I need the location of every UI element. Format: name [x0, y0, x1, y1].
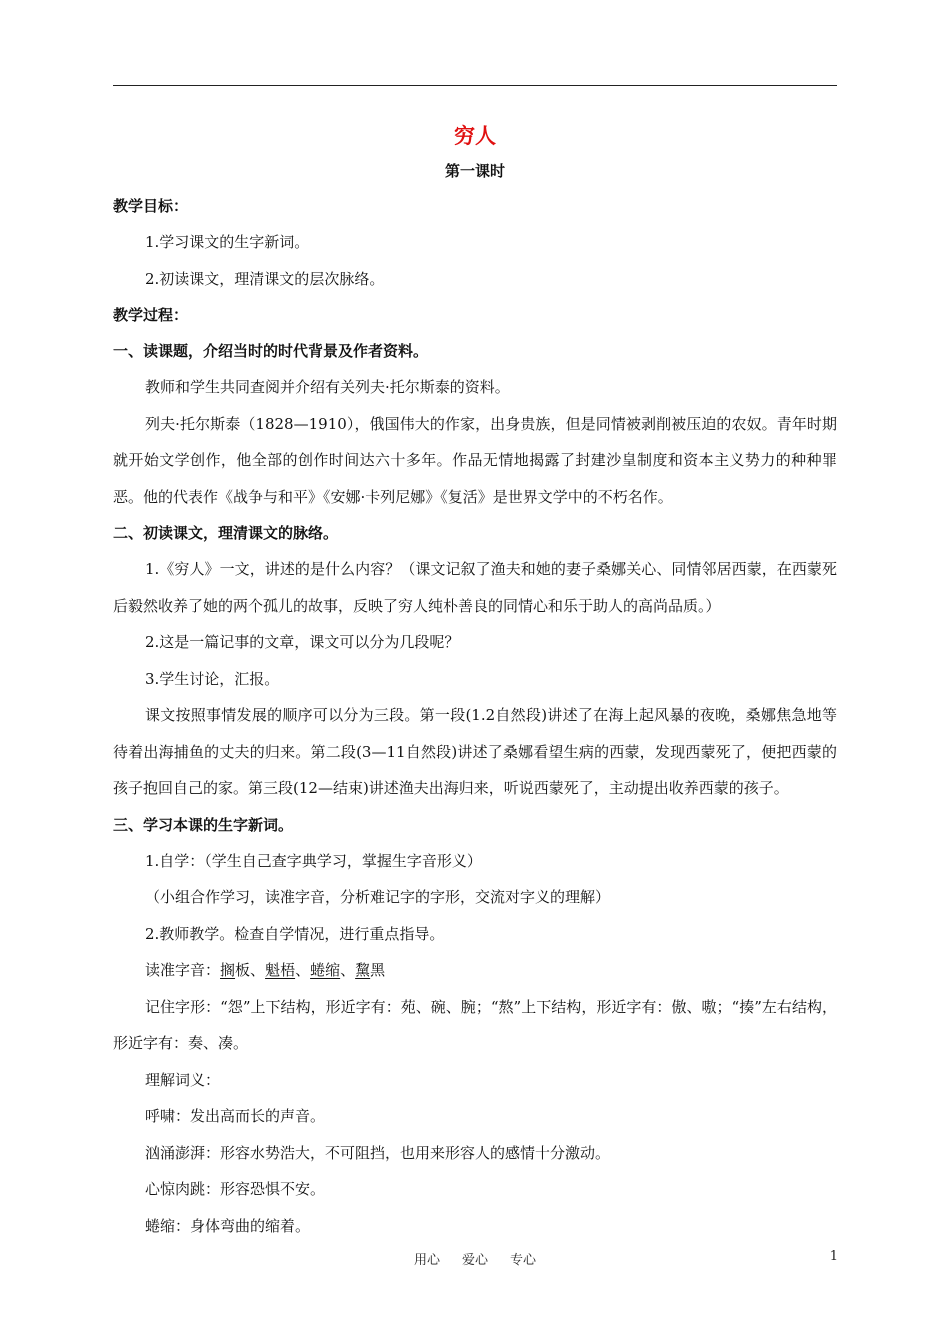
pronunciation-line	[113, 952, 837, 989]
word-rest: 板	[235, 961, 251, 979]
process-heading: 教学过程：	[113, 306, 189, 324]
underlined-word: 搁	[220, 961, 236, 979]
paragraph: 1.《穷人》一文，讲述的是什么内容？（课文记叙了渔夫和她的妻子桑娜关心、同情邻居西蒙，在西蒙死后毅然收养了她的两个孤儿的故事，反映了穷人纯朴善良的同情心和乐于助人的高尚品质。）	[113, 560, 837, 615]
page-number: 1	[829, 1249, 838, 1264]
paragraph: 2.这是一篇记事的文章，课文可以分为几段呢？	[145, 633, 460, 651]
paragraph: 记住字形：“怨”上下结构，形近字有：苑、碗、腕；“熬”上下结构，形近字有：傲、嗷；“揍”左右结构，形近字有：奏、凑。	[113, 997, 837, 1052]
goal-item: 1.学习课文的生字新词。	[145, 233, 310, 251]
paragraph: 理解词义：	[145, 1070, 221, 1089]
goal-item: 2.初读课文，理清课文的层次脉络。	[145, 269, 385, 288]
underlined-word: 黧	[355, 961, 371, 979]
definition: 蜷缩：身体弯曲的缩着。	[145, 1216, 311, 1235]
definition: 心惊肉跳：形容恐惧不安。	[145, 1180, 326, 1198]
footer-word: 专心	[510, 1253, 537, 1268]
separator: 、	[340, 961, 356, 979]
underlined-word: 蜷缩	[310, 961, 341, 979]
pronunciation-label: 读准字音：	[145, 961, 221, 979]
footer-word: 爱心	[461, 1253, 488, 1268]
section-heading: 三、学习本课的生字新词。	[113, 815, 294, 834]
footer-word: 用心	[413, 1253, 440, 1268]
footer-motto	[0, 1249, 950, 1268]
definition: 呼啸：发出高而长的声音。	[145, 1107, 326, 1125]
separator: 、	[295, 961, 311, 979]
word-rest: 黑	[370, 961, 386, 979]
header-rule	[113, 85, 837, 86]
paragraph: 1.自学：（学生自己查字典学习，掌握生字音形义）	[145, 851, 482, 870]
section-heading: 二、初读课文，理清课文的脉络。	[113, 524, 339, 542]
section-heading: 一、读课题，介绍当时的时代背景及作者资料。	[113, 342, 429, 360]
separator: 、	[250, 961, 266, 979]
goals-heading: 教学目标：	[113, 197, 189, 215]
paragraph: 课文按照事情发展的顺序可以分为三段。第一段(1.2自然段)讲述了在海上起风暴的夜晚，桑娜焦急地等待着出海捕鱼的丈夫的归来。第二段(3—11自然段)讲述了桑娜看望生病的西蒙，发现西蒙死了，便把西蒙的孩子抱回自己的家。第三段(12—结束)讲述渔夫出海归来，听说西蒙死了，主动提出收养西蒙的孩子。	[113, 706, 837, 797]
document-body	[113, 118, 837, 1244]
definition: 汹涌澎湃：形容水势浩大，不可阻挡，也用来形容人的感情十分激动。	[145, 1143, 611, 1162]
paragraph: 教师和学生共同查阅并介绍有关列夫·托尔斯泰的资料。	[145, 378, 510, 396]
paragraph: 列夫·托尔斯泰（1828—1910），俄国伟大的作家，出身贵族，但是同情被剥削被压迫的农奴。青年时期就开始文学创作，他全部的创作时间达六十多年。作品无情地揭露了封建沙皇制度和资本主义势力的种种罪恶。他的代表作《战争与和平》《安娜·卡列尼娜》《复活》是世界文学中的不朽名作。	[113, 414, 837, 506]
page-subtitle: 第一课时	[444, 162, 505, 180]
paragraph: 3.学生讨论，汇报。	[145, 669, 280, 688]
page-title: 穷人	[454, 124, 496, 148]
paragraph: 2.教师教学。检查自学情况，进行重点指导。	[145, 924, 445, 943]
underlined-word: 魁梧	[265, 961, 296, 979]
paragraph: （小组合作学习，读准字音，分析难记字的字形，交流对字义的理解）	[145, 888, 611, 906]
